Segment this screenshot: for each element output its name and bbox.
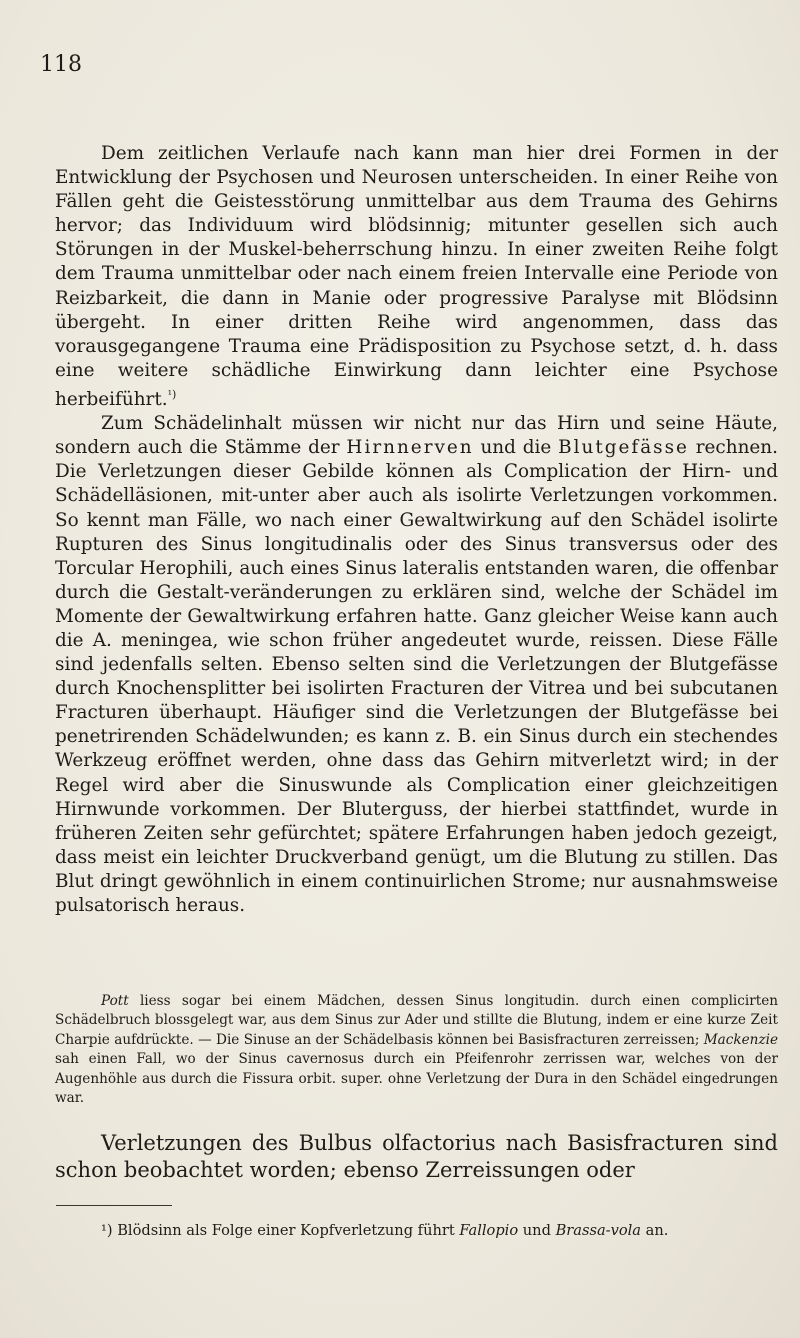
small-print-block [55, 992, 778, 1108]
footnote-text-und: und [522, 1222, 551, 1239]
footnote-text-b: an. [645, 1222, 669, 1239]
bulbus-paragraph: Verletzungen des Bulbus olfactorius nach Basisfracturen sind schon beobachtet worden; ebenso Zerreissungen oder [55, 1131, 778, 1182]
small-print-text-b: sah einen Fall, wo der Sinus cavernosus durch ein Pfeifenrohr zerrissen war, welches von der Augenhöhle aus durch die Fissura orbit. super. ohne Verletzung der Dura in den Schädel eingedrungen war. [55, 1051, 778, 1107]
author-name-pott: Pott [101, 993, 129, 1009]
footnote-reference: ¹) [167, 387, 177, 401]
paragraph-skull-contents [55, 412, 778, 918]
footnote-divider [56, 1205, 172, 1206]
footnote-block [55, 1220, 778, 1242]
author-name-brassavola: Brassa-vola [555, 1222, 641, 1239]
paragraph-skull-contents-text-a: Zum Schädelinhalt müssen wir nicht nur das Hirn und seine Häute, sondern auch die Stämme der [55, 413, 778, 459]
footnote [55, 1220, 778, 1242]
small-print-text-a: liess sogar bei einem Mädchen, dessen Sinus longitudin. durch einen complicirten Schädelbruch blossgelegt war, aus dem Sinus zur Ader und stillte die Blutung, indem er eine kurze Zeit Charpie aufdrückte. — Die Sinuse an der Schädelbasis können bei Basisfracturen zerreissen; [55, 993, 778, 1048]
bulbus-paragraph-block [55, 1130, 778, 1184]
paragraph-psychoses-text: Dem zeitlichen Verlaufe nach kann man hier drei Formen in der Entwicklung der Psychosen und Neurosen unterscheiden. In einer Reihe von Fällen geht die Geistesstörung unmittelbar aus dem Trauma des Gehirns hervor; das Individuum wird blödsinnig; mitunter gesellen sich auch Störungen in der Muskel-beherrschung hinzu. In einer zweiten Reihe folgt dem Trauma unmittelbar oder nach einem freien Intervalle eine Periode von Reizbarkeit, die dann in Manie oder progressive Paralyse mit Blödsinn übergeht. In einer dritten Reihe wird angenommen, dass das vorausgegangene Trauma eine Prädisposition zu Psychose setzt, d. h. dass eine weitere schädliche Einwirkung dann leichter eine Psychose herbeiführt. [55, 143, 778, 411]
footnote-marker: ¹) [101, 1222, 113, 1239]
small-print-paragraph [55, 992, 778, 1108]
author-name-mackenzie: Mackenzie [703, 1031, 778, 1048]
paragraph-skull-contents-text-b: und die [480, 437, 552, 459]
author-name-fallopio: Fallopio [459, 1222, 519, 1239]
emphasis-blutgefaesse: Blutgefässe [558, 437, 689, 459]
paragraph-skull-contents-text-c: rechnen. Die Verletzungen dieser Gebilde können als Complication der Hirn- und Schädelläsionen, mit-unter aber auch als isolirte Verletzungen vorkommen. So kennt man Fälle, wo nach einer Gewaltwirkung auf den Schädel isolirte Rupturen des Sinus longitudinalis oder des Sinus transversus oder des Torcular Herophili, auch eines Sinus lateralis entstanden waren, die offenbar durch die Gestalt-veränderungen zu erklären sind, welche der Schädel im Momente der Gewaltwirkung erfahren hatte. Ganz gleicher Weise kann auch die A. meningea, wie schon früher angedeutet wurde, reissen. Diese Fälle sind jedenfalls selten. Ebenso selten sind die Verletzungen der Blutgefässe durch Knochensplitter bei isolirten Fracturen der Vitrea und bei subcutanen Fracturen überhaupt. Häufiger sind die Verletzungen der Blutgefässe bei penetrirenden Schädelwunden; es kann z. B. ein Sinus durch ein stechendes Werkzeug eröffnet werden, ohne dass das Gehirn mitverletzt wird; in der Regel wird aber die Sinuswunde als Complication einer gleichzeitigen Hirnwunde vorkommen. Der Bluterguss, der hierbei stattfindet, wurde in früheren Zeiten sehr gefürchtet; spätere Erfahrungen haben jedoch gezeigt, dass meist ein leichter Druckverband genügt, um die Blutung zu stillen. Das Blut dringt gewöhnlich in einem continuirlichen Strome; nur ausnahmsweise pulsatorisch heraus. [55, 437, 778, 917]
paragraph-psychoses [55, 142, 778, 412]
main-text-block [55, 142, 778, 918]
page-number: 118 [40, 52, 82, 77]
emphasis-hirnnerven: Hirnnerven [346, 437, 474, 459]
footnote-text-a: Blödsinn als Folge einer Kopfverletzung führt [117, 1222, 455, 1239]
